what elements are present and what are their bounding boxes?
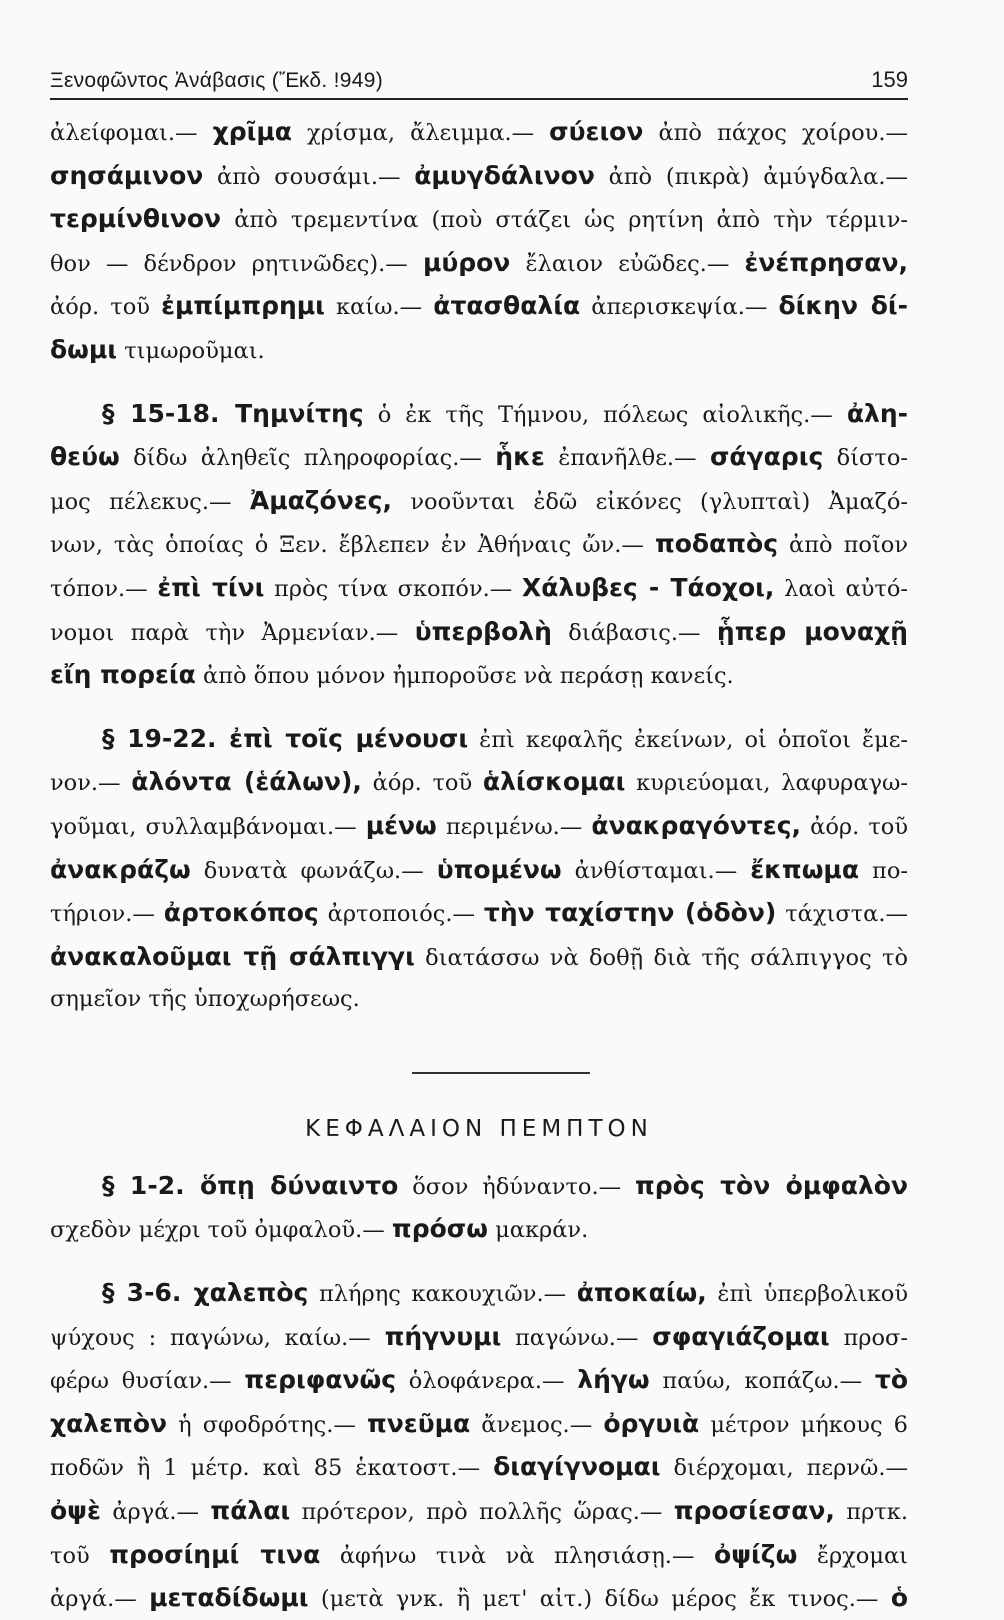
gloss-text: νον.— (50, 770, 132, 797)
text-line (50, 435, 908, 479)
headword: ἀνακράζω (50, 854, 191, 884)
headword: ἀποκαίω, (576, 1278, 707, 1308)
text-line (50, 891, 908, 935)
gloss-text: ἀόρ. τοῦ (50, 294, 162, 321)
headword: πρόσω (391, 1214, 488, 1244)
headword: ἀνακραγόντες, (591, 810, 802, 840)
headword: ἐπὶ τίνι (157, 572, 265, 602)
gloss-text: ποδῶν ἢ 1 μέτρ. καὶ 85 ἑκατοστ.— (50, 1455, 494, 1482)
gloss-text: ἀπὸ ὅπου μόνον ἠμποροῦσε νὰ περάσῃ κανείς. (195, 663, 734, 690)
headword: προσίημί τινα (109, 1539, 321, 1569)
paragraph (50, 392, 908, 697)
gloss-text: νων, τὰς ὁποίας ὁ Ξεν. ἔβλεπεν ἐν Ἀθήναις ὤν.— (50, 532, 655, 559)
gloss-text: μος πέλεκυς.— (50, 488, 250, 515)
paragraph (50, 110, 908, 372)
text-line (50, 197, 908, 241)
gloss-text: ἀόρ. τοῦ (801, 813, 908, 840)
gloss-text: πρτκ. (834, 1499, 908, 1526)
gloss-text: ἀπὸ τρεμεντίνα (ποὺ στάζει ὡς ρητίνη ἀπὸ τὴν τέρμιν- (221, 207, 908, 234)
gloss-text: ἀπὸ σουσάμι.— (203, 163, 415, 190)
headword: ἧκε (495, 442, 545, 472)
headword: τὴν ταχίστην (ὁδὸν) (483, 898, 777, 928)
paragraph (50, 1164, 908, 1251)
paragraph (50, 1271, 908, 1620)
headword: ἀλη- (846, 398, 908, 428)
text-line (50, 1576, 908, 1620)
headword: πάλαι (210, 1496, 291, 1526)
gloss-text: δίστο- (823, 445, 908, 472)
headword: διαγίγνομαι (493, 1452, 661, 1482)
text-line (50, 328, 908, 372)
text-line (50, 848, 908, 892)
text-line (50, 1489, 908, 1533)
gloss-text: ἀλείφομαι.— (50, 120, 213, 146)
gloss-text: ὁ ἐκ τῆς Τήμνου, πόλεως αἰολικῆς.— (363, 401, 847, 428)
gloss-text: ἀπὸ (πικρὰ) ἀμύγδαλα.— (594, 163, 908, 190)
gloss-text: ψύχους : παγώνω, καίω.— (50, 1324, 385, 1351)
headword: σάγαρις (709, 442, 824, 472)
headword: § 19-22. ἐπὶ τοῖς μένουσι (102, 723, 469, 753)
headword: ὀργυιὰ (603, 1408, 700, 1438)
headword: ὑπομένω (436, 854, 562, 884)
paragraph-gap (50, 697, 908, 717)
gloss-text: τήριον.— (50, 901, 164, 928)
headword: Χάλυβες - Τάοχοι, (521, 572, 775, 602)
headword: πνεῦμα (366, 1408, 471, 1438)
text-line (50, 978, 908, 1022)
headword: τερμίνθινον (50, 204, 222, 234)
headword: ἁλίσκομαι (482, 767, 626, 797)
gloss-text: ἀπὸ πάχος χοίρου.— (643, 120, 908, 146)
running-header (50, 64, 908, 100)
text-line (50, 1164, 908, 1208)
page-number: 159 (871, 67, 908, 92)
text-line (50, 566, 908, 610)
section-divider (50, 1022, 908, 1094)
gloss-text: πρὸς τίνα σκοπόν.— (264, 575, 522, 602)
headword: σύειον (549, 117, 644, 146)
gloss-text: ἔλαιον εὐῶδες.— (510, 250, 745, 277)
text-line (50, 1402, 908, 1446)
gloss-text: ἀνθίσταμαι.— (561, 857, 751, 884)
text-line (50, 110, 908, 154)
headword: ὁ (890, 1583, 908, 1613)
gloss-text: ἀργά.— (100, 1499, 211, 1526)
text-line (50, 1271, 908, 1315)
gloss-text: σχεδὸν μέχρι τοῦ ὀμφαλοῦ.— (50, 1217, 392, 1244)
gloss-text: ἔρχομαι (797, 1542, 908, 1569)
gloss-text: μακράν. (487, 1217, 589, 1244)
gloss-text: διάβασις.— (551, 619, 717, 646)
page-body (50, 110, 908, 1620)
headword: § 3-6. χαλεπὸς (102, 1278, 309, 1308)
gloss-text: τάχιστα.— (776, 901, 908, 928)
gloss-text: νοοῦνται ἐδῶ εἰκόνες (γλυπταὶ) Ἀμαζό- (392, 488, 908, 515)
headword: ὀψίζω (714, 1539, 798, 1569)
text-line (50, 1315, 908, 1359)
text-line (50, 284, 908, 328)
gloss-text: ἐπὶ ὑπερβολικοῦ (706, 1281, 908, 1308)
headword: πήγνυμι (384, 1321, 502, 1351)
text-line (50, 760, 908, 804)
gloss-text: ἀπὸ ποῖον (778, 532, 908, 559)
text-line (50, 522, 908, 566)
headword: δωμι (50, 334, 118, 364)
text-line (50, 392, 908, 436)
headword: ᾗπερ μοναχῇ (716, 616, 908, 646)
headword: μύρον (422, 247, 511, 277)
headword: ὀψὲ (50, 1496, 101, 1526)
gloss-text: τόπον.— (50, 575, 158, 602)
paragraph-gap (50, 1251, 908, 1271)
headword: μένω (365, 810, 437, 840)
headword: χαλεπὸν (50, 1408, 168, 1438)
gloss-text: ἀφήνω τινὰ νὰ πλησιάσῃ.— (320, 1542, 715, 1569)
gloss-text: μέτρον μήκους 6 (699, 1411, 908, 1438)
gloss-text: γοῦμαι, συλλαμβάνομαι.— (50, 813, 366, 840)
headword: πρὸς τὸν ὀμφαλὸν (635, 1170, 908, 1200)
gloss-text: νομοι παρὰ τὴν Ἀρμενίαν.— (50, 619, 415, 646)
headword: λήγω (577, 1365, 650, 1395)
gloss-text: ὁλοφάνερα.— (396, 1368, 578, 1395)
paragraph-gap (50, 372, 908, 392)
text-line (50, 935, 908, 979)
gloss-text: ἀπερισκεψία.— (580, 294, 779, 321)
headword: ἀτασθαλία (433, 291, 581, 321)
headword: σησάμινον (50, 160, 204, 190)
gloss-text: ἄνεμος.— (470, 1411, 604, 1438)
headword: περιφανῶς (244, 1365, 397, 1395)
gloss-text: λαοὶ αὐτό- (774, 575, 908, 602)
gloss-text: θον — δένδρον ρητινῶδες).— (50, 250, 423, 277)
headword: ἐνέπρησαν, (744, 247, 908, 277)
text-line (50, 1445, 908, 1489)
gloss-text: τοῦ (50, 1542, 110, 1569)
gloss-text: ἀρτοποιός.— (318, 901, 484, 928)
gloss-text: διέρχομαι, περνῶ.— (660, 1455, 908, 1482)
gloss-text: κυριεύομαι, λαφυραγω- (625, 770, 908, 797)
chapter-heading: ΚΕΦΑΛΑΙΟΝ ΠΕΜΠΤΟΝ (305, 1115, 653, 1142)
gloss-text: δίδω ἀληθεῖς πληροφορίας.— (119, 445, 496, 472)
headword: προσίεσαν, (673, 1496, 835, 1526)
gloss-text: διατάσσω νὰ δοθῇ διὰ τῆς σάλπιγγος τὸ (414, 944, 908, 971)
gloss-text: ἀργά.— (50, 1586, 150, 1613)
gloss-text: παύω, κοπάζω.— (649, 1368, 875, 1395)
headword: ἀμυγδάλινον (414, 160, 595, 190)
gloss-text: καίω.— (324, 294, 434, 321)
headword: σφαγιάζομαι (652, 1321, 830, 1351)
divider-rule (412, 1072, 590, 1074)
text-line (50, 717, 908, 761)
running-header-title: Ξενοφῶντος Ἀνάβασις (Ἔκδ. !949) (50, 69, 384, 92)
headword: τὸ (874, 1365, 908, 1395)
text-line (50, 804, 908, 848)
gloss-text: τιμωροῦμαι. (117, 337, 265, 364)
headword: χρῖμα (212, 117, 292, 146)
headword: μεταδίδωμι (149, 1583, 309, 1613)
headword: ποδαπὸς (654, 529, 779, 559)
gloss-text: (μετὰ γνκ. ἢ μετ' αἰτ.) δίδω μέρος ἔκ τινος.— (308, 1586, 891, 1613)
headword: § 15-18. Τημνίτης (102, 398, 364, 428)
gloss-text: πο- (859, 857, 908, 884)
headword: εἴη πορεία (50, 660, 196, 690)
headword: δίκην δί- (778, 291, 908, 321)
gloss-text: χρίσμα, ἄλειμμα.— (291, 120, 550, 146)
headword: ἁλόντα (ἑάλων), (131, 767, 362, 797)
headword: Ἀμαζόνες, (249, 485, 392, 515)
text-line (50, 154, 908, 198)
headword: ἔκπωμα (750, 854, 860, 884)
headword: ὑπερβολὴ (414, 616, 552, 646)
headword: ἐμπίμπρημι (161, 291, 325, 321)
headword: ἀρτοκόπος (163, 898, 319, 928)
gloss-text: ἀόρ. τοῦ (361, 770, 483, 797)
gloss-text: ἐπανῆλθε.— (544, 445, 710, 472)
headword: θεύω (50, 442, 120, 472)
text-line (50, 1533, 908, 1577)
paragraph (50, 717, 908, 1022)
text-line (50, 1358, 908, 1402)
gloss-text: πρότερον, πρὸ πολλῆς ὥρας.— (290, 1499, 674, 1526)
text-line (50, 653, 908, 697)
gloss-text: δυνατὰ φωνάζω.— (190, 857, 437, 884)
gloss-text: σημεῖον τῆς ὑποχωρήσεως. (50, 986, 360, 1013)
gloss-text: πλήρης κακουχιῶν.— (308, 1281, 577, 1308)
gloss-text: προσ- (829, 1324, 908, 1351)
gloss-text: ἐπὶ κεφαλῆς ἐκείνων, οἱ ὁποῖοι ἔμε- (468, 726, 908, 753)
text-line (50, 241, 908, 285)
gloss-text: φέρω θυσίαν.— (50, 1368, 245, 1395)
headword: § 1-2. ὅπῃ δύναιντο (102, 1170, 399, 1200)
text-line (50, 1207, 908, 1251)
gloss-text: παγώνω.— (501, 1324, 653, 1351)
gloss-text: ἡ σφοδρότης.— (167, 1411, 367, 1438)
headword: ἀνακαλοῦμαι τῇ σάλπιγγι (50, 941, 415, 971)
gloss-text: περιμένω.— (436, 813, 592, 840)
text-line (50, 479, 908, 523)
gloss-text: ὅσον ἠδύναντο.— (398, 1173, 635, 1200)
text-line (50, 610, 908, 654)
